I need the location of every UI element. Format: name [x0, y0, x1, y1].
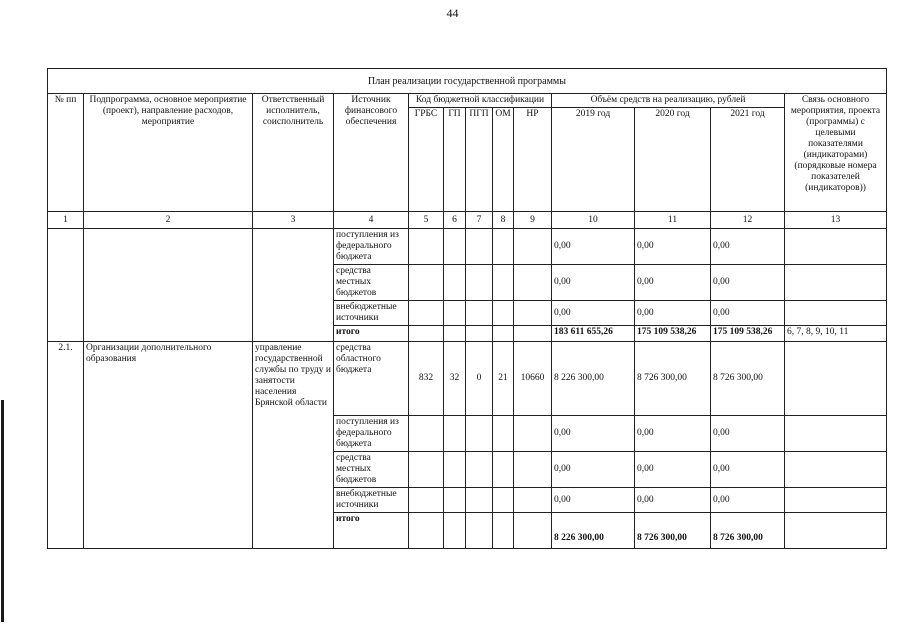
amount-2021: 0,00	[711, 452, 785, 488]
column-number: 3	[253, 212, 334, 229]
column-number: 6	[444, 212, 466, 229]
table-row	[48, 229, 887, 265]
scan-artifact-bar	[1, 400, 4, 622]
amount-2021: 0,00	[711, 416, 785, 452]
empty-cell	[84, 229, 253, 342]
column-number: 1	[48, 212, 84, 229]
code-om: 21	[493, 342, 514, 416]
column-number: 8	[493, 212, 514, 229]
header-budget-code: Код бюджетной классификации	[409, 94, 552, 108]
header-link: Связь основного мероприятия, проекта (программы) с целевыми показателями (индикаторами) (порядковые номера показателей (индикаторов))	[785, 94, 887, 212]
header-volume: Объём средств на реализацию, рублей	[552, 94, 785, 108]
header-gp: ГП	[444, 108, 466, 212]
total-2019: 8 226 300,00	[552, 513, 635, 549]
amount-2020: 0,00	[635, 416, 711, 452]
column-number: 2	[84, 212, 253, 229]
table-title-row	[48, 69, 887, 94]
source-cell: средства местных бюджетов	[334, 452, 409, 488]
source-cell: средства местных бюджетов	[334, 265, 409, 301]
column-number: 12	[711, 212, 785, 229]
executor-name: управление государственной службы по труду и занятости населения Брянской области	[253, 342, 334, 549]
total-2020: 8 726 300,00	[635, 513, 711, 549]
total-2019: 183 611 655,26	[552, 326, 635, 342]
code-pgp: 0	[466, 342, 493, 416]
indicator-links: 6, 7, 8, 9, 10, 11	[785, 326, 887, 342]
column-number: 13	[785, 212, 887, 229]
amount-2019: 0,00	[552, 488, 635, 513]
column-number: 11	[635, 212, 711, 229]
header-subprogram: Подпрограмма, основное мероприятие (проект), направление расходов, мероприятие	[84, 94, 253, 212]
source-cell: средства областного бюджета	[334, 342, 409, 416]
source-cell: поступления из федерального бюджета	[334, 416, 409, 452]
header-2019: 2019 год	[552, 108, 635, 212]
source-cell: внебюджетные источники	[334, 301, 409, 326]
page-number: 44	[446, 6, 459, 20]
source-cell: поступления из федерального бюджета	[334, 229, 409, 265]
amount-2020: 0,00	[635, 265, 711, 301]
total-label: итого	[334, 513, 409, 549]
row-number: 2.1.	[48, 342, 84, 549]
amount-2019: 0,00	[552, 229, 635, 265]
amount-2019: 0,00	[552, 416, 635, 452]
header-executor: Ответственный исполнитель, соисполнитель	[253, 94, 334, 212]
source-cell: внебюджетные источники	[334, 488, 409, 513]
header-2020: 2020 год	[635, 108, 711, 212]
column-number: 4	[334, 212, 409, 229]
total-2021: 8 726 300,00	[711, 513, 785, 549]
header-row-1	[48, 94, 887, 108]
amount-2020: 8 726 300,00	[635, 342, 711, 416]
total-2021: 175 109 538,26	[711, 326, 785, 342]
amount-2020: 0,00	[635, 488, 711, 513]
header-2021: 2021 год	[711, 108, 785, 212]
code-nr: 10660	[514, 342, 552, 416]
amount-2019: 0,00	[552, 452, 635, 488]
amount-2019: 8 226 300,00	[552, 342, 635, 416]
column-number: 10	[552, 212, 635, 229]
column-number: 7	[466, 212, 493, 229]
amount-2020: 0,00	[635, 452, 711, 488]
table-title: План реализации государственной программы	[48, 69, 887, 94]
amount-2021: 0,00	[711, 488, 785, 513]
header-nr: НР	[514, 108, 552, 212]
empty-cell	[253, 229, 334, 342]
code-gp: 32	[444, 342, 466, 416]
total-label: итого	[334, 326, 409, 342]
program-plan-table	[47, 68, 887, 549]
header-source: Источник финансового обеспечения	[334, 94, 409, 212]
column-numbers-row	[48, 212, 887, 229]
amount-2021: 0,00	[711, 229, 785, 265]
code-grbs: 832	[409, 342, 444, 416]
total-2020: 175 109 538,26	[635, 326, 711, 342]
table-row	[48, 342, 887, 416]
column-number: 5	[409, 212, 444, 229]
activity-name: Организации дополнительного образования	[84, 342, 253, 549]
header-pgp: ПГП	[466, 108, 493, 212]
empty-cell	[48, 229, 84, 342]
header-num: № пп	[48, 94, 84, 212]
amount-2020: 0,00	[635, 229, 711, 265]
amount-2021: 0,00	[711, 265, 785, 301]
amount-2020: 0,00	[635, 301, 711, 326]
amount-2019: 0,00	[552, 265, 635, 301]
amount-2021: 8 726 300,00	[711, 342, 785, 416]
header-om: ОМ	[493, 108, 514, 212]
column-number: 9	[514, 212, 552, 229]
amount-2019: 0,00	[552, 301, 635, 326]
header-grbs: ГРБС	[409, 108, 444, 212]
amount-2021: 0,00	[711, 301, 785, 326]
